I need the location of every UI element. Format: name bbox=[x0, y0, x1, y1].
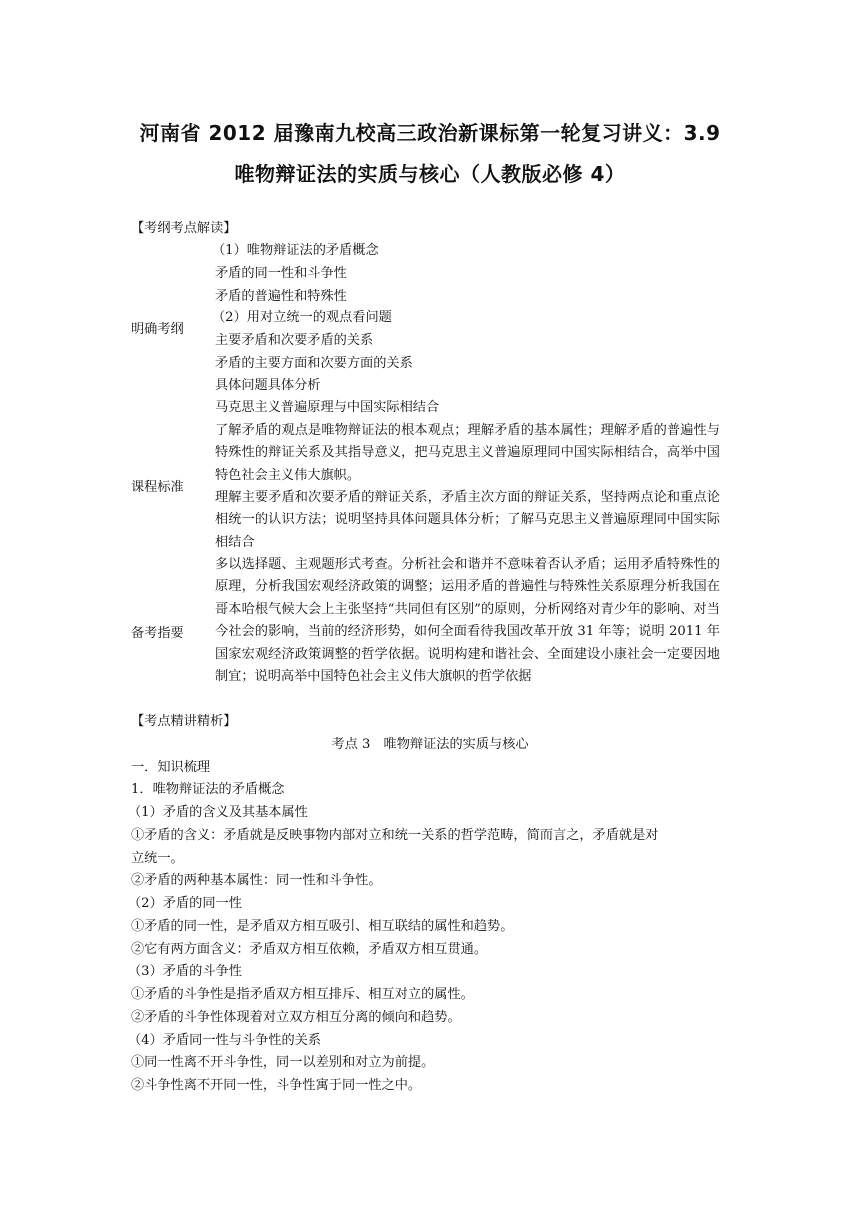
body-line: 1．唯物辩证法的矛盾概念 bbox=[131, 782, 285, 797]
row-label-exam-prep: 备考指要 bbox=[131, 626, 184, 641]
document-title-line1: 河南省 2012 届豫南九校高三政治新课标第一轮复习讲义：3.9 bbox=[139, 121, 721, 145]
body-line: ②矛盾的两种基本属性：同一性和斗争性。 bbox=[131, 873, 382, 888]
body-line: （3）矛盾的斗争性 bbox=[128, 964, 242, 979]
outline-item: 主要矛盾和次要矛盾的关系 bbox=[215, 333, 374, 348]
exam-prep-paragraph: 多以选择题、主观题形式考查。分析社会和谐并不意味着否认矛盾；运用矛盾特殊性的原理，分析我国宏观经济政策的调整；运用矛盾的普遍性与特殊性关系原理分析我国在哥本哈根气候大会上主张坚持“共同但有区别”的原则，分析网络对青少年的影响、对当今社会的影响，当前的经济形势，如何全面看待我国改革开放 31 年等；说明 2011 年国家宏观经济政策调整的哲学依据。说明构建和谐社会、全面建设小康社会一定要因地制宜；说明高举中国特色社会主义伟大旗帜的哲学依据 bbox=[215, 557, 720, 685]
outline-item: 矛盾的主要方面和次要方面的关系 bbox=[215, 356, 413, 371]
row-label-exam-outline: 明确考纲 bbox=[131, 322, 184, 337]
row-label-curriculum: 课程标准 bbox=[131, 480, 184, 495]
body-line: ②矛盾的斗争性体现着对立双方相互分离的倾向和趋势。 bbox=[131, 1010, 461, 1025]
outline-item: 矛盾的同一性和斗争性 bbox=[215, 266, 347, 281]
body-line: ②斗争性离不开同一性，斗争性寓于同一性之中。 bbox=[131, 1078, 422, 1093]
document-title-line2: 唯物辩证法的实质与核心（人教版必修 4） bbox=[234, 162, 626, 186]
outline-item: 马克思主义普遍原理与中国实际相结合 bbox=[215, 400, 440, 415]
body-line: ①矛盾的含义：矛盾就是反映事物内部对立和统一关系的哲学范畴，简而言之，矛盾就是对 bbox=[131, 828, 659, 843]
body-line: 一．知识梳理 bbox=[131, 760, 211, 775]
curriculum-paragraph-2: 理解主要矛盾和次要矛盾的辩证关系，矛盾主次方面的辩证关系，坚持两点论和重点论相统一的认识方法；说明坚持具体问题具体分析；了解马克思主义普遍原理同中国实际相结合 bbox=[215, 490, 720, 550]
body-line: （2）矛盾的同一性 bbox=[128, 896, 242, 911]
outline-item: 具体问题具体分析 bbox=[215, 378, 321, 393]
section-header-outline: 【考纲考点解读】 bbox=[131, 221, 237, 236]
body-line: 立统一。 bbox=[131, 851, 184, 866]
body-line: ①矛盾的斗争性是指矛盾双方相互排斥、相互对立的属性。 bbox=[131, 987, 474, 1002]
body-line: （4）矛盾同一性与斗争性的关系 bbox=[128, 1033, 322, 1048]
curriculum-paragraph-1: 了解矛盾的观点是唯物辩证法的根本观点；理解矛盾的基本属性；理解矛盾的普遍性与特殊性的辩证关系及其指导意义，把马克思主义普遍原理同中国实际相结合，高举中国特色社会主义伟大旗帜。 bbox=[215, 423, 720, 483]
body-line: （1）矛盾的含义及其基本属性 bbox=[128, 805, 308, 820]
body-line: ②它有两方面含义：矛盾双方相互依赖，矛盾双方相互贯通。 bbox=[131, 942, 488, 957]
outline-item: （1）唯物辩证法的矛盾概念 bbox=[212, 243, 379, 258]
section-header-analysis: 【考点精讲精析】 bbox=[131, 714, 237, 729]
body-line: ①同一性离不开斗争性，同一以差别和对立为前提。 bbox=[131, 1055, 435, 1070]
body-line: ①矛盾的同一性，是矛盾双方相互吸引、相互联结的属性和趋势。 bbox=[131, 919, 514, 934]
outline-item: 矛盾的普遍性和特殊性 bbox=[215, 289, 347, 304]
outline-item: （2）用对立统一的观点看问题 bbox=[212, 310, 392, 325]
kaodian-title: 考点 3 唯物辩证法的实质与核心 bbox=[331, 737, 529, 752]
